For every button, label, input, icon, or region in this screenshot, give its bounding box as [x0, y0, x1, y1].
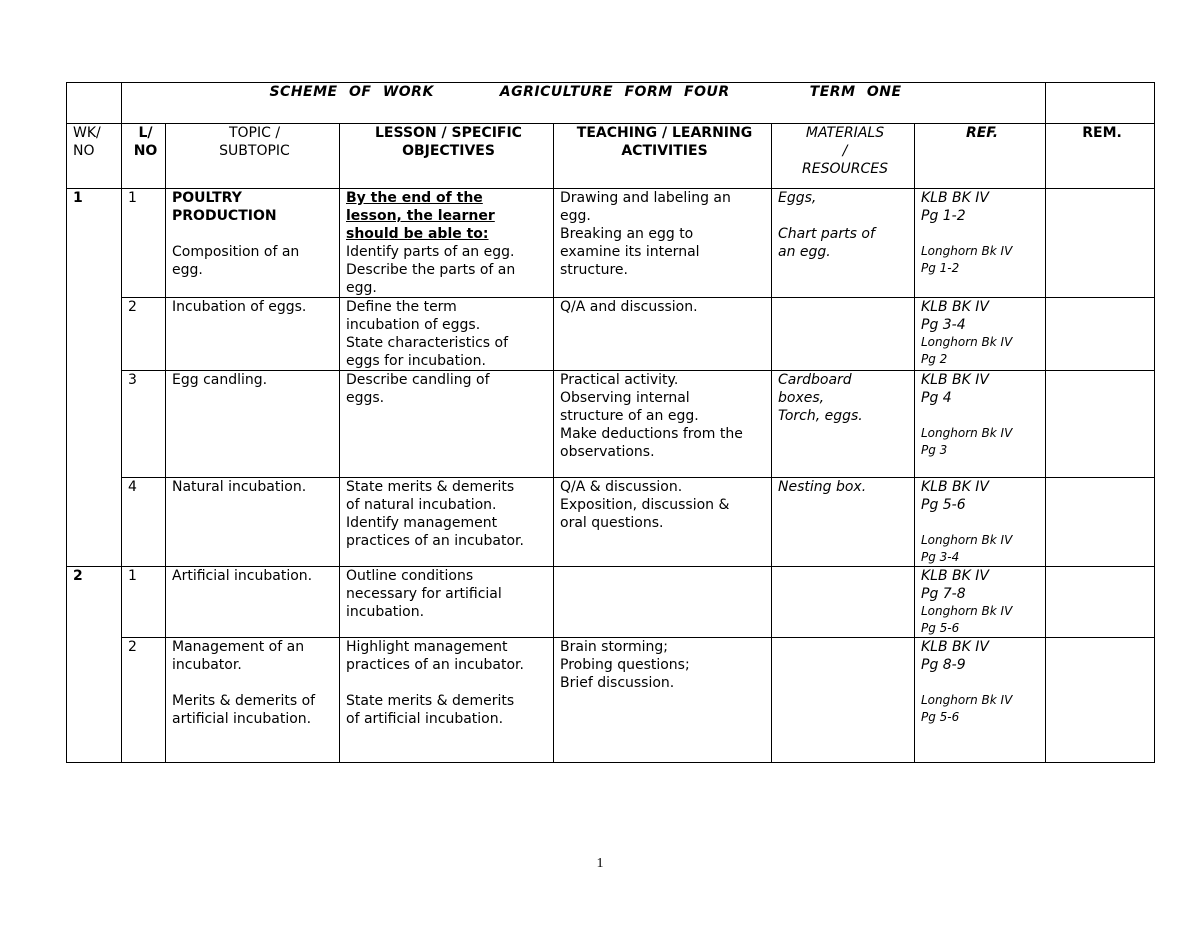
table-row	[67, 371, 1155, 478]
table-row	[67, 567, 1155, 638]
ref-cell: KLB BK IV Pg 1-2 Longhorn Bk IV Pg 1-2	[915, 189, 1046, 298]
ref-cell: KLB BK IV Pg 4 Longhorn Bk IV Pg 3	[915, 371, 1046, 478]
header-row	[67, 124, 1155, 189]
title-term: TERM ONE	[809, 84, 902, 100]
materials-cell	[772, 298, 915, 371]
topic-cell: Natural incubation.	[166, 478, 340, 567]
materials-cell	[772, 638, 915, 763]
materials-cell: Nesting box.	[772, 478, 915, 567]
header-rem: REM.	[1046, 124, 1155, 189]
week-cell: 2	[67, 567, 122, 763]
header-materials: MATERIALS / RESOURCES	[772, 124, 915, 189]
header-ref: REF.	[915, 124, 1046, 189]
week-cell: 1	[67, 189, 122, 567]
lesson-no-cell: 2	[122, 638, 166, 763]
topic-cell: Management of an incubator. Merits & demerits of artificial incubation.	[166, 638, 340, 763]
lesson-no-cell: 3	[122, 371, 166, 478]
objectives-cell: Describe candling of eggs.	[340, 371, 554, 478]
table-row	[67, 478, 1155, 567]
header-activities: TEACHING / LEARNING ACTIVITIES	[554, 124, 772, 189]
topic-cell: Incubation of eggs.	[166, 298, 340, 371]
objectives-cell: Define the term incubation of eggs. State characteristics of eggs for incubation.	[340, 298, 554, 371]
activities-cell: Q/A & discussion. Exposition, discussion & oral questions.	[554, 478, 772, 567]
rem-cell	[1046, 478, 1155, 567]
lesson-no-cell: 1	[122, 189, 166, 298]
lesson-no-cell: 4	[122, 478, 166, 567]
table-row	[67, 298, 1155, 371]
title-scheme: SCHEME OF WORK	[269, 84, 434, 100]
activities-cell: Practical activity. Observing internal structure of an egg. Make deductions from the observations.	[554, 371, 772, 478]
title-blank-cell	[67, 83, 122, 124]
header-lesson-no: L/ NO	[122, 124, 166, 189]
rem-cell	[1046, 189, 1155, 298]
objectives-cell: Highlight management practices of an incubator. State merits & demerits of artificial incubation.	[340, 638, 554, 763]
table-row	[67, 638, 1155, 763]
objectives-cell: By the end of the lesson, the learner should be able to: Identify parts of an egg. Describe the parts of an egg.	[340, 189, 554, 298]
header-topic: TOPIC / SUBTOPIC	[166, 124, 340, 189]
title-rem-cell	[1046, 83, 1155, 124]
lesson-no-cell: 2	[122, 298, 166, 371]
topic-cell: POULTRY PRODUCTION Composition of an egg.	[166, 189, 340, 298]
ref-cell: KLB BK IV Pg 7-8 Longhorn Bk IV Pg 5-6	[915, 567, 1046, 638]
objectives-cell: State merits & demerits of natural incubation. Identify management practices of an incubator.	[340, 478, 554, 567]
header-wk: WK/ NO	[67, 124, 122, 189]
activities-cell: Drawing and labeling an egg. Breaking an egg to examine its internal structure.	[554, 189, 772, 298]
ref-cell: KLB BK IV Pg 3-4 Longhorn Bk IV Pg 2	[915, 298, 1046, 371]
materials-cell: Eggs, Chart parts of an egg.	[772, 189, 915, 298]
activities-cell: Brain storming; Probing questions; Brief discussion.	[554, 638, 772, 763]
document-title	[122, 83, 1046, 124]
rem-cell	[1046, 638, 1155, 763]
topic-cell: Egg candling.	[166, 371, 340, 478]
rem-cell	[1046, 371, 1155, 478]
rem-cell	[1046, 298, 1155, 371]
scheme-of-work-table	[66, 82, 1155, 763]
materials-cell: Cardboard boxes, Torch, eggs.	[772, 371, 915, 478]
table-row	[67, 189, 1155, 298]
activities-cell: Q/A and discussion.	[554, 298, 772, 371]
header-objectives: LESSON / SPECIFIC OBJECTIVES	[340, 124, 554, 189]
title-subject: AGRICULTURE FORM FOUR	[499, 84, 730, 100]
ref-cell: KLB BK IV Pg 5-6 Longhorn Bk IV Pg 3-4	[915, 478, 1046, 567]
ref-cell: KLB BK IV Pg 8-9 Longhorn Bk IV Pg 5-6	[915, 638, 1046, 763]
page-number: 1	[596, 856, 604, 871]
title-row	[67, 83, 1155, 124]
lesson-no-cell: 1	[122, 567, 166, 638]
materials-cell	[772, 567, 915, 638]
topic-cell: Artificial incubation.	[166, 567, 340, 638]
objectives-cell: Outline conditions necessary for artificial incubation.	[340, 567, 554, 638]
activities-cell	[554, 567, 772, 638]
rem-cell	[1046, 567, 1155, 638]
